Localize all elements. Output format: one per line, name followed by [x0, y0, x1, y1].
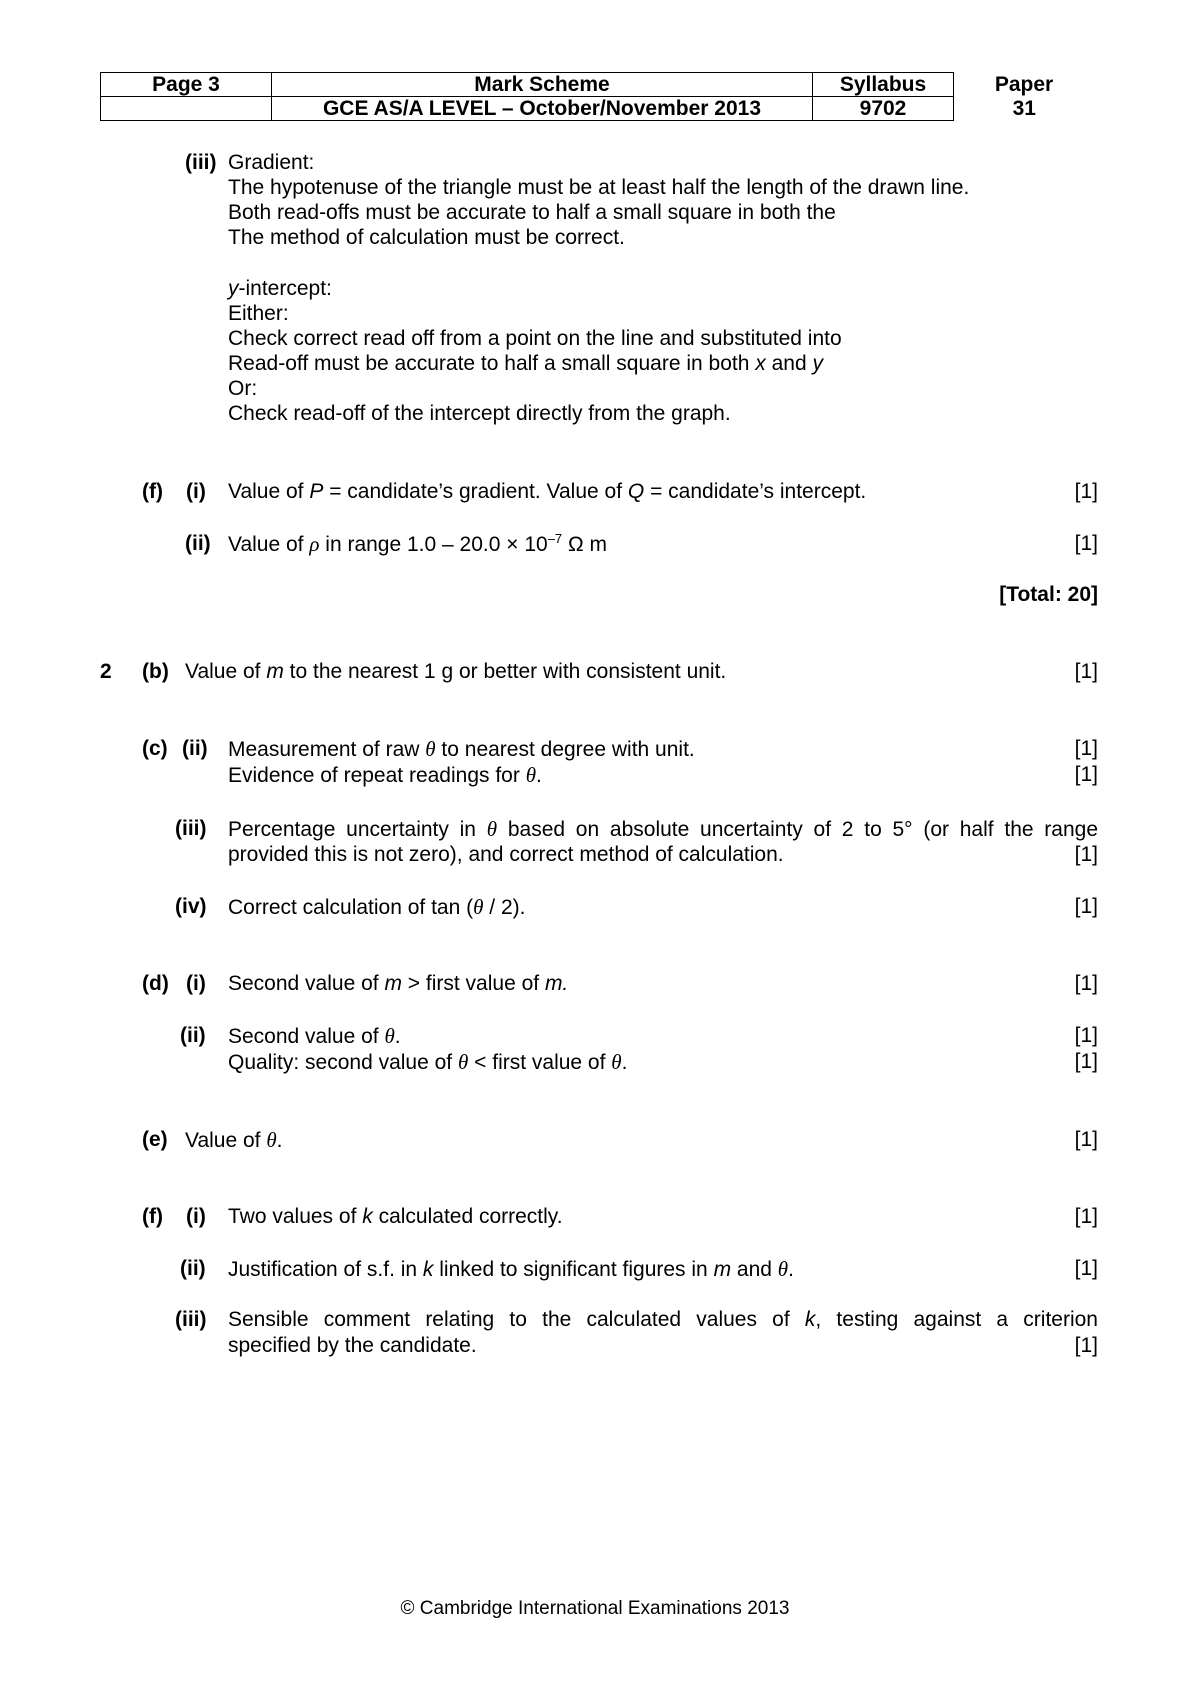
q2-d-i-text: Second value of m > first value of m.: [228, 972, 569, 995]
q2-c-iii-line-2: provided this is not zero), and correct method of calculation.: [228, 843, 784, 866]
q2-d-i-mark: [1]: [1074, 972, 1098, 995]
q2-f-i-text: Two values of k calculated correctly.: [228, 1205, 563, 1228]
q2-e-text: Value of θ.: [185, 1128, 283, 1152]
q1-f-ii-mark: [1]: [1074, 532, 1098, 555]
q2-f-iii-line-1: Sensible comment relating to the calculated values of k, testing against a criterion: [228, 1308, 1098, 1331]
check-line-1: Check correct read off from a point on the line and substituted into: [228, 327, 842, 350]
q2-f-ii-mark: [1]: [1074, 1257, 1098, 1280]
gradient-line-3: The method of calculation must be correct.: [228, 226, 625, 249]
q2-c-ii-mark-2: [1]: [1074, 763, 1098, 786]
q2-c-ii-mark-1: [1]: [1074, 737, 1098, 760]
q2-f-i-label: (i): [186, 1205, 206, 1228]
syllabus-value: 9702: [813, 97, 954, 121]
gradient-line-1: The hypotenuse of the triangle must be at least half the length of the drawn line.: [228, 176, 970, 199]
q2-c-iv-label: (iv): [175, 895, 207, 918]
q2-f-ii-text: Justification of s.f. in k linked to significant figures in m and θ.: [228, 1257, 794, 1281]
q1-f-i-mark: [1]: [1074, 480, 1098, 503]
q2-b-mark: [1]: [1074, 660, 1098, 683]
or-label: Or:: [228, 377, 258, 400]
q1-f-label: (f): [142, 480, 163, 503]
q2-d-ii-line-1: Second value of θ.: [228, 1024, 401, 1048]
q1-iii-label: (iii): [185, 151, 217, 174]
q1-f-i-label: (i): [186, 480, 206, 503]
header-subtitle: GCE AS/A LEVEL – October/November 2013: [272, 97, 813, 121]
q2-e-mark: [1]: [1074, 1128, 1098, 1151]
q2-c-label: (c): [142, 737, 168, 760]
q2-d-i-label: (i): [186, 972, 206, 995]
q2-d-label: (d): [142, 972, 169, 995]
gradient-line-2: Both read-offs must be accurate to half a small square in both the: [228, 201, 836, 224]
check-line-2: Check read-off of the intercept directly from the graph.: [228, 402, 731, 425]
syllabus-label: Syllabus: [813, 73, 954, 97]
q2-f-iii-line-2: specified by the candidate.: [228, 1334, 477, 1357]
q2-c-ii-label: (ii): [182, 737, 208, 760]
readoff-line: Read-off must be accurate to half a small square in both x and y: [228, 352, 823, 375]
q2-d-ii-mark-1: [1]: [1074, 1024, 1098, 1047]
q1-f-i-text: Value of P = candidate’s gradient. Value of Q = candidate’s intercept.: [228, 480, 867, 503]
either-label: Either:: [228, 302, 289, 325]
paper-label: Paper: [994, 73, 1054, 96]
footer-copyright: © Cambridge International Examinations 2013: [400, 1598, 790, 1619]
q2-d-ii-mark-2: [1]: [1074, 1050, 1098, 1073]
q2-c-ii-line-2: Evidence of repeat readings for θ.: [228, 763, 542, 787]
q2-c-iii-mark: [1]: [1074, 843, 1098, 866]
q2-f-label: (f): [142, 1205, 163, 1228]
q2-c-iii-line-1: Percentage uncertainty in θ based on absolute uncertainty of 2 to 5° (or half the range: [228, 817, 1099, 841]
q1-f-ii-label: (ii): [185, 532, 211, 555]
q2-e-label: (e): [142, 1128, 168, 1151]
gradient-title: Gradient:: [228, 151, 315, 174]
header-blank-cell: [101, 97, 272, 121]
q1-f-ii-text: Value of ρ in range $1.0 - 20.0 \times 10^{-7}$ Ω m: [228, 531, 608, 556]
q2-c-iv-text: Correct calculation of tan (θ / 2).: [228, 895, 526, 919]
paper-value: 31: [1012, 97, 1036, 120]
q1-total: [Total: 20]: [999, 583, 1098, 606]
q2-c-iv-mark: [1]: [1074, 895, 1098, 918]
q2-d-ii-line-2: Quality: second value of θ < first value of θ.: [228, 1050, 628, 1074]
q2-f-iii-mark: [1]: [1074, 1334, 1098, 1357]
q2-number: 2: [100, 660, 112, 683]
q2-b-label: (b): [142, 660, 169, 683]
q2-c-iii-label: (iii): [175, 817, 207, 840]
q2-f-i-mark: [1]: [1074, 1205, 1098, 1228]
y-intercept-title: y-intercept:: [228, 277, 332, 300]
page-number: Page 3: [101, 73, 272, 97]
q2-f-ii-label: (ii): [180, 1257, 206, 1280]
q2-b-text: Value of m to the nearest 1 g or better with consistent unit.: [185, 660, 727, 683]
header-table: [100, 72, 1095, 121]
q2-f-iii-label: (iii): [175, 1308, 207, 1331]
q2-c-ii-line-1: Measurement of raw θ to nearest degree with unit.: [228, 737, 695, 761]
q2-d-ii-label: (ii): [180, 1024, 206, 1047]
header-title: Mark Scheme: [272, 73, 813, 97]
